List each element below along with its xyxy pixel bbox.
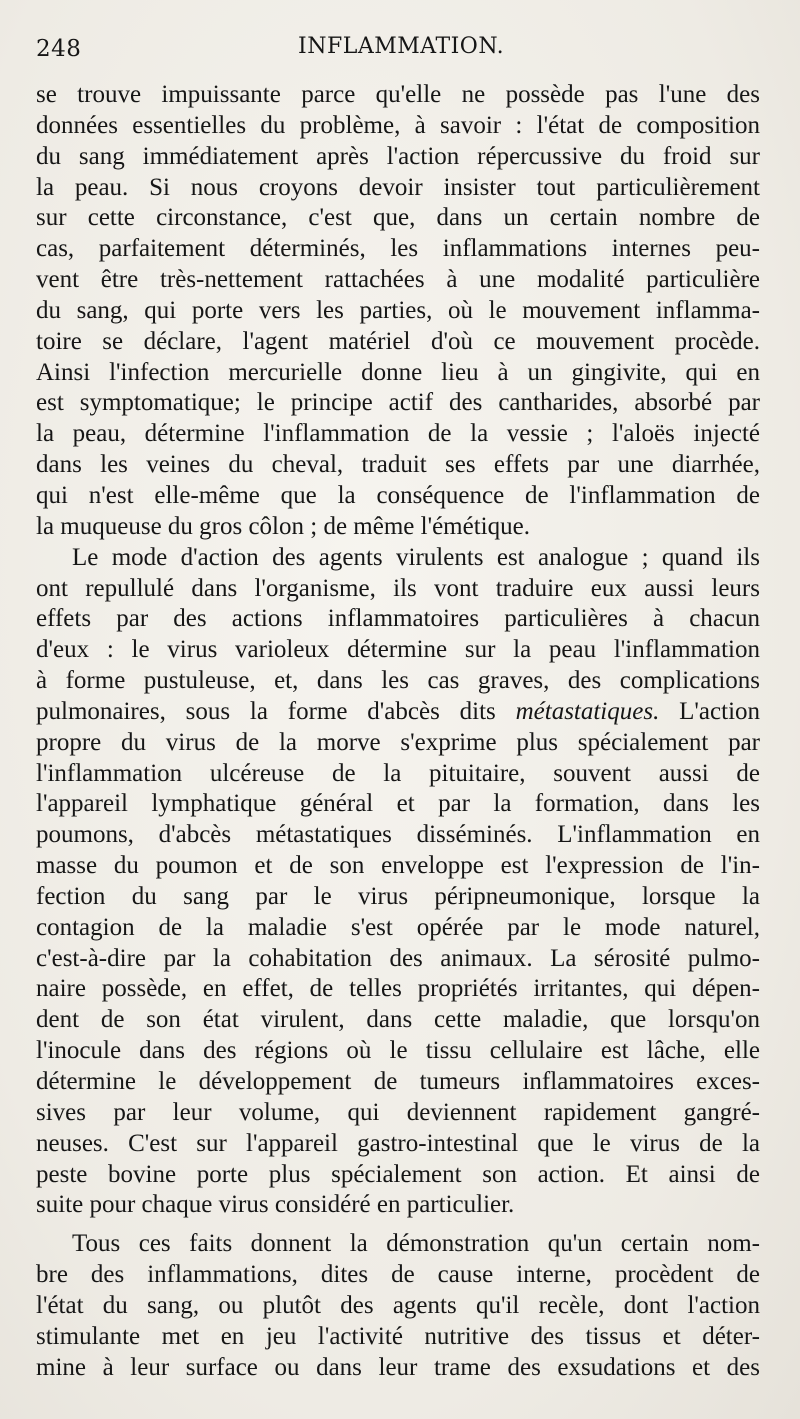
text-line: stimulante met en jeu l'activité nutritive des tissus et déter- (36, 1322, 760, 1350)
text-line: naire possède, en effet, de telles propriétés irritantes, qui dépen- (36, 975, 760, 1003)
text-line: du sang, qui porte vers les parties, où le mouvement inflamma- (36, 296, 760, 324)
text-line: à forme pustuleuse, et, dans les cas graves, des complications (36, 667, 760, 695)
text-line: l'inflammation ulcéreuse de la pituitaire, souvent aussi de (36, 759, 760, 787)
paragraph-1 (36, 80, 760, 543)
italic-term: métastatiques. (515, 697, 660, 725)
text-line: dans les veines du cheval, traduit ses effets par une diarrhée, (36, 451, 760, 479)
text-line: propre du virus de la morve s'exprime plus spécialement par (36, 728, 760, 756)
text-line: l'appareil lymphatique général et par la formation, dans les (36, 790, 760, 818)
text-line: ont repullulé dans l'organisme, ils vont traduire eux aussi leurs (36, 574, 760, 602)
text-line: données essentielles du problème, à savoir : l'état de composition (36, 111, 760, 139)
text-line: neuses. C'est sur l'appareil gastro-intestinal que le virus de la (36, 1129, 760, 1157)
text-line: cas, parfaitement déterminés, les inflammations internes peu- (36, 235, 760, 263)
text-line: mine à leur surface ou dans leur trame des exsudations et des (36, 1353, 760, 1381)
text-line: masse du poumon et de son enveloppe est l'expression de l'in- (36, 852, 760, 880)
text-line: qui n'est elle-même que la conséquence de l'inflammation de (36, 481, 760, 509)
text-line: peste bovine porte plus spécialement son action. Et ainsi de (36, 1160, 760, 1188)
page-number: 248 (36, 36, 82, 62)
paragraph-3 (36, 1229, 760, 1383)
text-line: la peau, détermine l'inflammation de la vessie ; l'aloës injecté (36, 420, 760, 448)
text-line: Ainsi l'infection mercurielle donne lieu à un gingivite, qui en (36, 358, 760, 386)
text-line: suite pour chaque virus considéré en particulier. (36, 1191, 515, 1219)
text-line: la peau. Si nous croyons devoir insister tout particulièrement (36, 173, 760, 201)
text-line: Tous ces faits donnent la démonstration qu'un certain nom- (72, 1230, 760, 1258)
text-line: détermine le développement de tumeurs inflammatoires exces- (36, 1068, 760, 1095)
text-line: contagion de la maladie s'est opérée par le mode naturel, (36, 913, 760, 941)
text-line: c'est-à-dire par la cohabitation des animaux. La sérosité pulmo- (36, 944, 760, 972)
text-line: sur cette circonstance, c'est que, dans un certain nombre de (36, 204, 760, 232)
text-line: fection du sang par le virus péripneumonique, lorsque la (36, 882, 760, 910)
text-line: dent de son état virulent, dans cette maladie, que lorsqu'on (36, 1006, 760, 1034)
text-line: bre des inflammations, dites de cause interne, procèdent de (36, 1261, 760, 1289)
text-line: sives par leur volume, qui deviennent rapidement gangré- (36, 1098, 760, 1126)
text-line: l'état du sang, ou plutôt des agents qu'il recèle, dont l'action (36, 1291, 760, 1319)
text-line: effets par des actions inflammatoires particulières à chacun (36, 605, 760, 633)
text-line: est symptomatique; le principe actif des cantharides, absorbé par (36, 389, 760, 417)
text-line: du sang immédiatement après l'action répercussive du froid sur (36, 142, 760, 170)
paragraph-2 (36, 543, 760, 1222)
page-header (36, 28, 766, 68)
body-text (36, 80, 760, 1383)
text-line-with-italic (36, 697, 760, 728)
text-line: la muqueuse du gros côlon ; de même l'émétique. (36, 512, 530, 540)
running-title: INFLAMMATION. (298, 34, 505, 59)
text-line: d'eux : le virus varioleux détermine sur la peau l'inflammation (36, 636, 760, 664)
text-line: se trouve impuissante parce qu'elle ne possède pas l'une des (36, 81, 760, 108)
text-line: toire se déclare, l'agent matériel d'où ce mouvement procède. (36, 327, 760, 355)
text-segment: L'action (659, 697, 761, 725)
text-line: vent être très-nettement rattachées à une modalité particulière (36, 266, 760, 294)
text-line: l'inocule dans des régions où le tissu cellulaire est lâche, elle (36, 1037, 760, 1065)
text-line: poumons, d'abcès métastatiques disséminés. L'inflammation en (36, 821, 760, 849)
text-line: Le mode d'action des agents virulents est analogue ; quand ils (72, 543, 760, 571)
text-segment: pulmonaires, sous la forme d'abcès dits (36, 697, 496, 725)
